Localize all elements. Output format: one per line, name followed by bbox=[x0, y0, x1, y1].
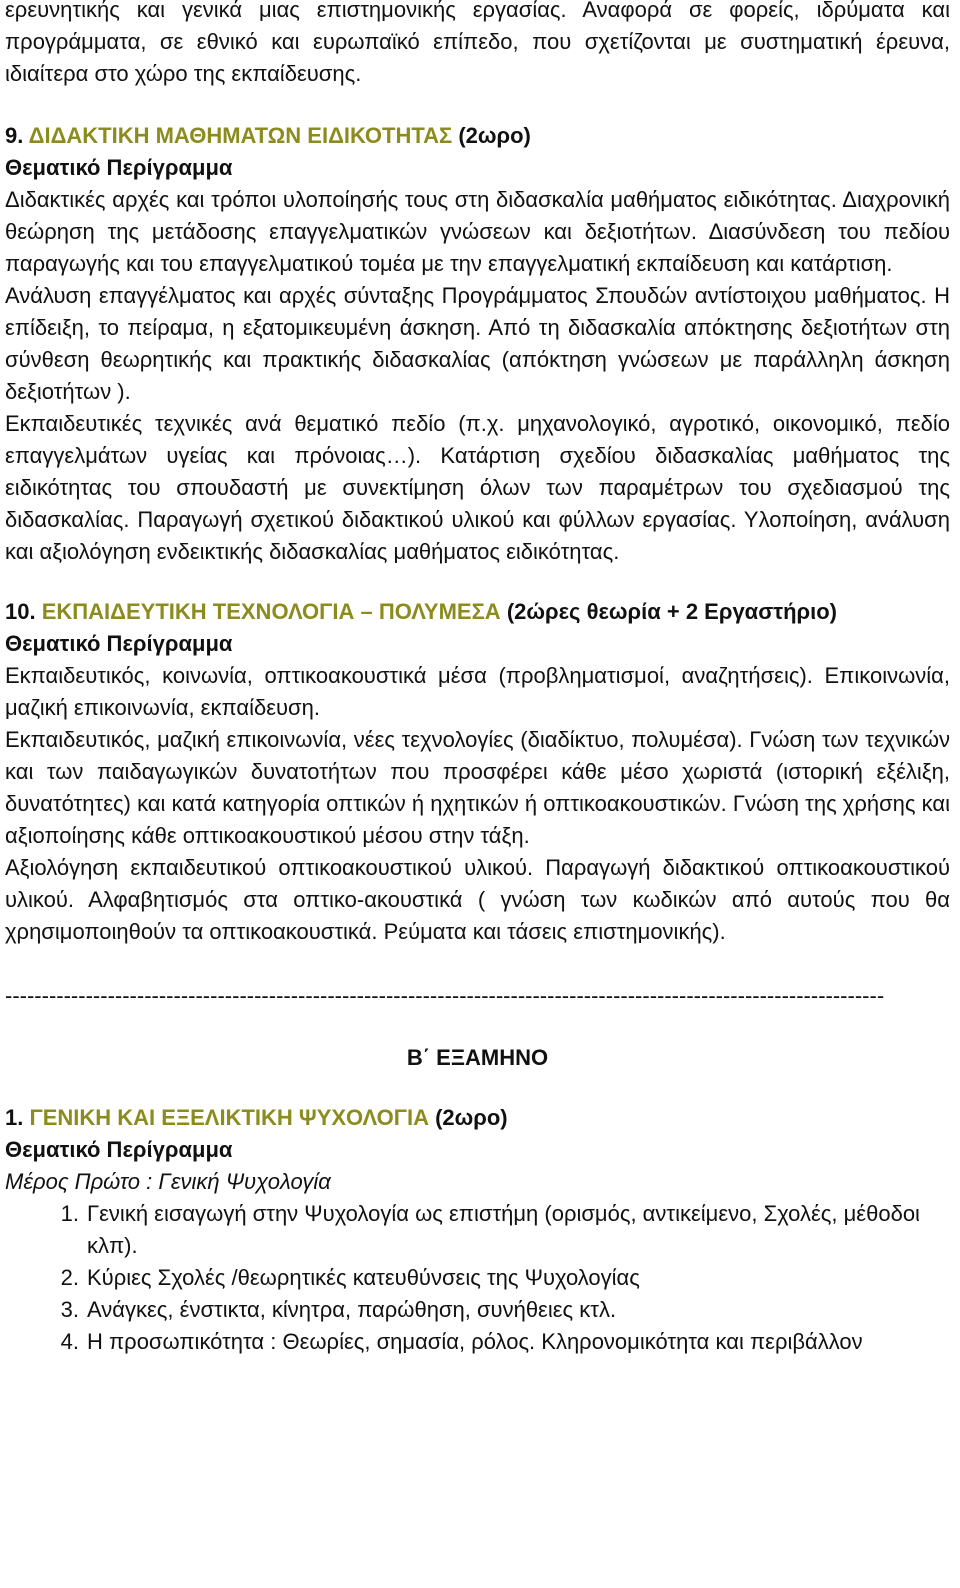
list-item-text: Κύριες Σχολές /θεωρητικές κατευθύνσεις της Ψυχολογίας bbox=[87, 1265, 640, 1290]
section-1-hours: (2ωρο) bbox=[435, 1105, 508, 1130]
section-9-hours: (2ωρο) bbox=[458, 123, 531, 148]
list-item-number: 4. bbox=[60, 1329, 79, 1354]
list-item-number: 2. bbox=[60, 1265, 79, 1290]
list-item-number: 1. bbox=[60, 1201, 79, 1226]
section-10-title: ΕΚΠΑΙΔΕΥΤΙΚΗ ΤΕΧΝΟΛΟΓΙΑ – ΠΟΛΥΜΕΣΑ bbox=[41, 599, 501, 624]
separator-line: ------------------------------------------------------------------------------------------------------------------------ bbox=[5, 983, 885, 1008]
section-9-subheading: Θεματικό Περίγραμμα bbox=[5, 155, 233, 180]
list-item-text: Η προσωπικότητα : Θεωρίες, σημασία, ρόλος. Κληρονομικότητα και περιβάλλον bbox=[87, 1329, 863, 1354]
section-10-body-3: Αξιολόγηση εκπαιδευτικού οπτικοακουστικού υλικού. Παραγωγή διδακτικού οπτικοακουστικού υλικού. Αλφαβητισμός στα οπτικο-ακουστικά ( γνώση των κωδικών από αυτούς που θα χρησιμοποιηθούν τα οπτικοακουστικά. Ρεύματα και τάσεις επιστημονικής). bbox=[5, 855, 950, 944]
section-10-body: Εκπαιδευτικός, κοινωνία, οπτικοακουστικά μέσα (προβληματισμοί, αναζητήσεις). Επικοινωνία, μαζική επικοινωνία, εκπαίδευση. bbox=[5, 663, 950, 720]
section-10-subheading: Θεματικό Περίγραμμα bbox=[5, 631, 233, 656]
section-10-hours: (2ώρες θεωρία + 2 Εργαστήριο) bbox=[506, 599, 837, 624]
list-item bbox=[45, 1326, 950, 1358]
semester-heading: Β΄ ΕΞΑΜΗΝΟ bbox=[406, 1045, 549, 1070]
list-item-text: Γενική εισαγωγή στην Ψυχολογία ως επιστήμη (ορισμός, αντικείμενο, Σχολές, μέθοδοι κλπ). bbox=[87, 1201, 920, 1258]
section-9-title: ΔΙΔΑΚΤΙΚΗ ΜΑΘΗΜΑΤΩΝ ΕΙΔΙΚΟΤΗΤΑΣ bbox=[28, 123, 453, 148]
intro-paragraph: ερευνητικής και γενικά μιας επιστημονικής εργασίας. Αναφορά σε φορείς, ιδρύματα και προγράμματα, σε εθνικό και ευρωπαϊκό επίπεδο, που σχετίζονται με συστηματική έρευνα, ιδιαίτερα στο χώρο της εκπαίδευσης. bbox=[5, 0, 950, 86]
section-1-subheading: Θεματικό Περίγραμμα bbox=[5, 1137, 233, 1162]
section-1-part-title: Μέρος Πρώτο : Γενική Ψυχολογία bbox=[5, 1169, 331, 1194]
section-1-number: 1. bbox=[5, 1105, 24, 1130]
section-1-heading bbox=[5, 1102, 950, 1134]
section-9-number: 9. bbox=[5, 123, 24, 148]
section-10-heading bbox=[5, 596, 950, 628]
section-10-number: 10. bbox=[5, 599, 36, 624]
list-item-number: 3. bbox=[60, 1297, 79, 1322]
section-9-body-2: Ανάλυση επαγγέλματος και αρχές σύνταξης Προγράμματος Σπουδών αντίστοιχου μαθήματος. Η επίδειξη, το πείραμα, η εξατομικευμένη άσκηση. Από τη διδασκαλία απόκτησης δεξιοτήτων στη σύνθεση θεωρητικής και πρακτικής διδασκαλίας (απόκτηση γνώσεων με παράλληλη άσκηση δεξιοτήτων ). bbox=[5, 283, 950, 404]
list-item bbox=[45, 1294, 950, 1326]
section-9-heading bbox=[5, 120, 950, 152]
section-1-list bbox=[5, 1198, 950, 1358]
section-10-body-2: Εκπαιδευτικός, μαζική επικοινωνία, νέες τεχνολογίες (διαδίκτυο, πολυμέσα). Γνώση των τεχνικών και των παιδαγωγικών δυνατοτήτων που προσφέρει κάθε μέσο χωριστά (ιστορική εξέλιξη, δυνατότητες) και κατά κατηγορία οπτικών ή ηχητικών ή οπτικοακουστικών. Γνώση της χρήσης και αξιοποίησης κάθε οπτικοακουστικού μέσου στην τάξη. bbox=[5, 727, 950, 848]
list-item bbox=[45, 1262, 950, 1294]
list-item bbox=[45, 1198, 950, 1262]
list-item-text: Ανάγκες, ένστικτα, κίνητρα, παρώθηση, συνήθειες κτλ. bbox=[87, 1297, 617, 1322]
section-9-body-3: Εκπαιδευτικές τεχνικές ανά θεματικό πεδίο (π.χ. μηχανολογικό, αγροτικό, οικονομικό, πεδίο επαγγελμάτων υγείας και πρόνοιας…). Κατάρτιση σχεδίου διδασκαλίας μαθήματος της ειδικότητας του σπουδαστή με συνεκτίμηση όλων των παραμέτρων του σχεδιασμού της διδασκαλίας. Παραγωγή σχετικού διδακτικού υλικού και φύλλων εργασίας. Υλοποίηση, ανάλυση και αξιολόγηση ενδεικτικής διδασκαλίας μαθήματος ειδικότητας. bbox=[5, 411, 950, 564]
section-9-body: Διδακτικές αρχές και τρόποι υλοποίησής τους στη διδασκαλία μαθήματος ειδικότητας. Διαχρονική θεώρηση της μετάδοσης επαγγελματικών γνώσεων και δεξιοτήτων. Διασύνδεση του πεδίου παραγωγής και του επαγγελματικού τομέα με την επαγγελματική εκπαίδευση και κατάρτιση. bbox=[5, 187, 950, 276]
section-1-title: ΓΕΝΙΚΗ ΚΑΙ ΕΞΕΛΙΚΤΙΚΗ ΨΥΧΟΛΟΓΙΑ bbox=[29, 1105, 429, 1130]
